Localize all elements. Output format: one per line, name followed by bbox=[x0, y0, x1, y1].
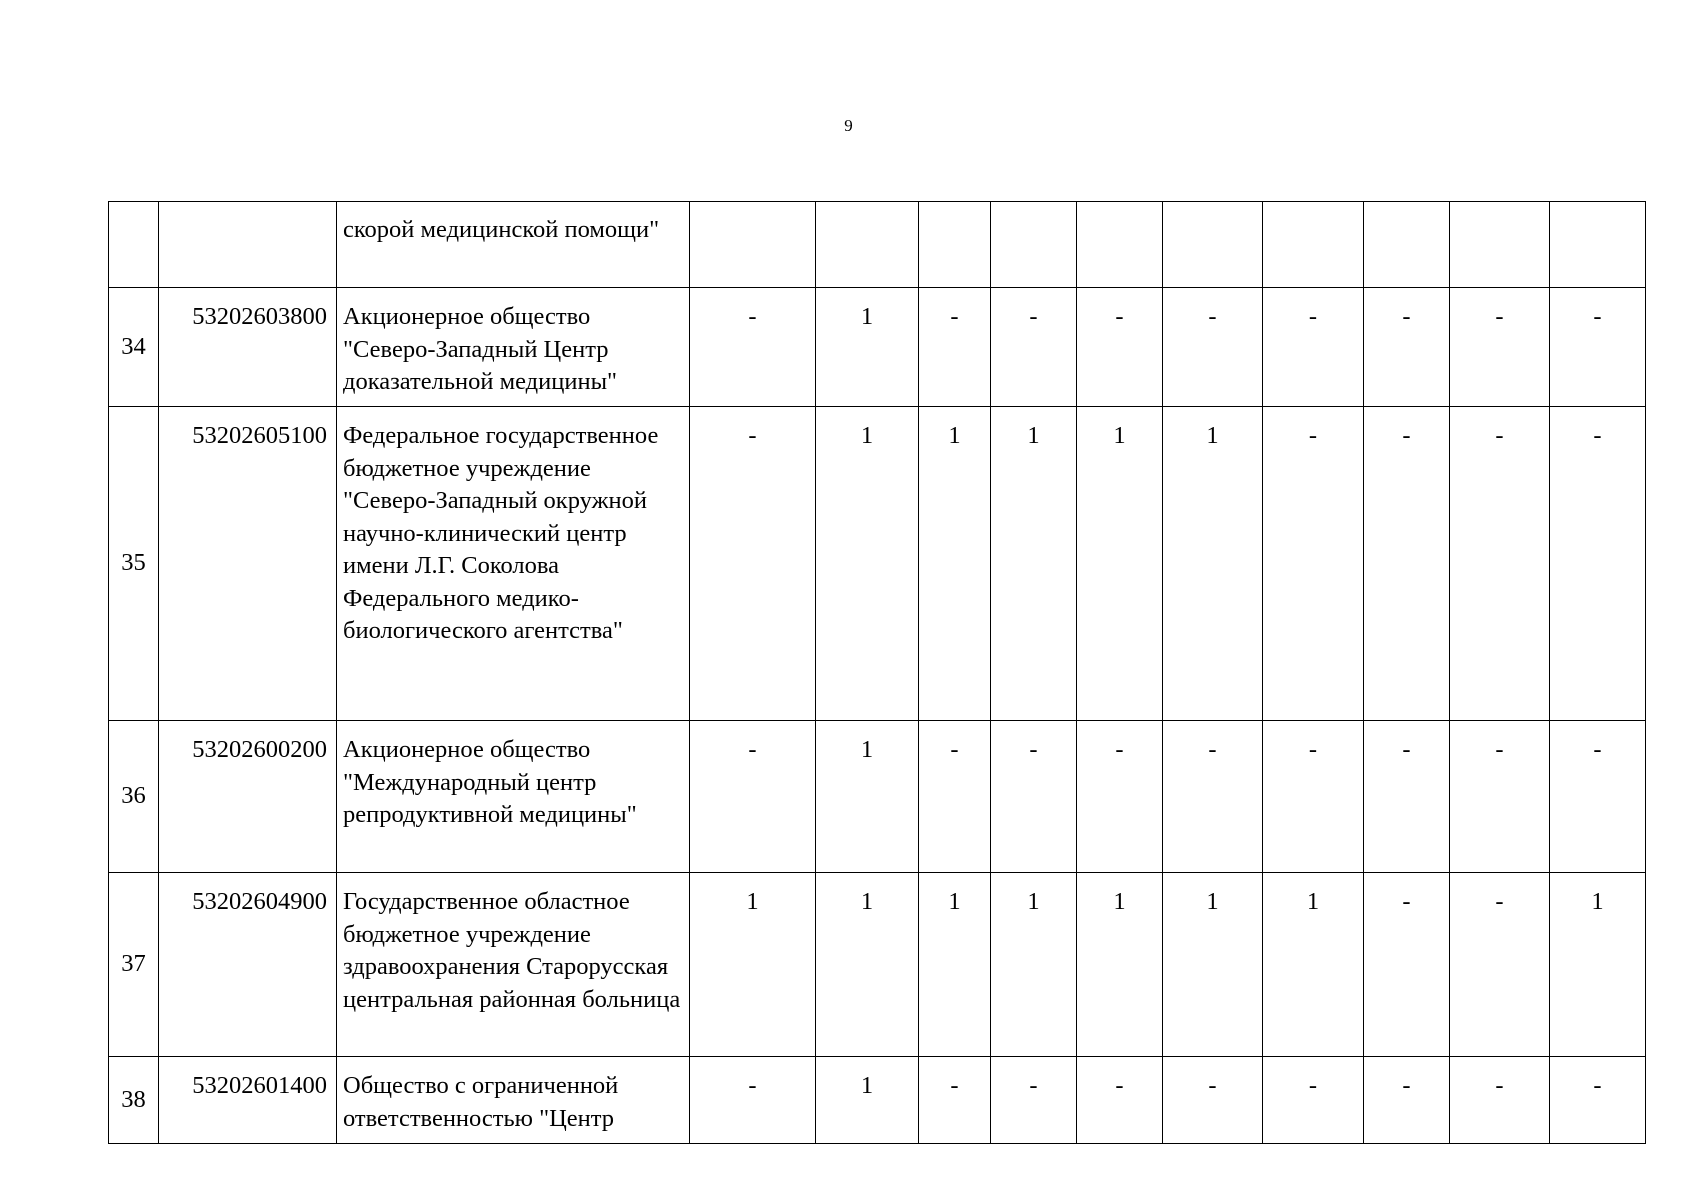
row-number: 37 bbox=[109, 873, 159, 1057]
value-cell: - bbox=[1450, 288, 1550, 407]
value-cell: - bbox=[1450, 721, 1550, 873]
table-row bbox=[109, 873, 1646, 1057]
value-cell: - bbox=[1263, 721, 1364, 873]
value-cell: 1 bbox=[1550, 873, 1646, 1057]
table-row bbox=[109, 202, 1646, 288]
value-cell: - bbox=[1163, 721, 1263, 873]
table-row bbox=[109, 288, 1646, 407]
row-name: Акционерное общество "Международный центр репродуктивной медицины" bbox=[337, 721, 690, 873]
value-cell: - bbox=[1163, 288, 1263, 407]
value-cell: - bbox=[1364, 288, 1450, 407]
value-cell: - bbox=[1364, 407, 1450, 721]
value-cell: - bbox=[991, 288, 1077, 407]
value-cell: - bbox=[1450, 407, 1550, 721]
value-cell: 1 bbox=[991, 407, 1077, 721]
value-cell: - bbox=[1364, 1057, 1450, 1144]
value-cell bbox=[1450, 202, 1550, 288]
value-cell: 1 bbox=[690, 873, 816, 1057]
value-cell: 1 bbox=[1163, 407, 1263, 721]
row-code: 53202601400 bbox=[159, 1057, 337, 1144]
value-cell: - bbox=[1550, 1057, 1646, 1144]
value-cell: - bbox=[690, 1057, 816, 1144]
row-code: 53202604900 bbox=[159, 873, 337, 1057]
value-cell: 1 bbox=[816, 721, 919, 873]
row-name: скорой медицинской помощи" bbox=[337, 202, 690, 288]
value-cell bbox=[1263, 202, 1364, 288]
row-name: Федеральное государственное бюджетное учреждение "Северо-Западный окружной научно-клинический центр имени Л.Г. Соколова Федерального медико-биологического агентства" bbox=[337, 407, 690, 721]
value-cell: 1 bbox=[1077, 873, 1163, 1057]
row-code: 53202600200 bbox=[159, 721, 337, 873]
row-code bbox=[159, 202, 337, 288]
value-cell: 1 bbox=[991, 873, 1077, 1057]
value-cell bbox=[1364, 202, 1450, 288]
registry-table bbox=[108, 201, 1646, 1144]
value-cell: - bbox=[1263, 407, 1364, 721]
row-name: Государственное областное бюджетное учреждение здравоохранения Старорусская центральная районная больница bbox=[337, 873, 690, 1057]
row-number: 36 bbox=[109, 721, 159, 873]
row-number: 35 bbox=[109, 407, 159, 721]
value-cell bbox=[816, 202, 919, 288]
value-cell: 1 bbox=[919, 407, 991, 721]
value-cell bbox=[1077, 202, 1163, 288]
table-row bbox=[109, 1057, 1646, 1144]
value-cell: - bbox=[1077, 1057, 1163, 1144]
value-cell bbox=[919, 202, 991, 288]
value-cell: - bbox=[1163, 1057, 1263, 1144]
value-cell: 1 bbox=[816, 407, 919, 721]
value-cell: - bbox=[1263, 288, 1364, 407]
row-number bbox=[109, 202, 159, 288]
value-cell: 1 bbox=[816, 1057, 919, 1144]
value-cell: - bbox=[1263, 1057, 1364, 1144]
value-cell: - bbox=[1077, 721, 1163, 873]
value-cell bbox=[690, 202, 816, 288]
row-number: 34 bbox=[109, 288, 159, 407]
value-cell: - bbox=[690, 288, 816, 407]
table-row bbox=[109, 407, 1646, 721]
value-cell bbox=[991, 202, 1077, 288]
value-cell: - bbox=[690, 721, 816, 873]
value-cell: - bbox=[1364, 721, 1450, 873]
value-cell: 1 bbox=[1163, 873, 1263, 1057]
value-cell: - bbox=[919, 288, 991, 407]
row-code: 53202603800 bbox=[159, 288, 337, 407]
value-cell: - bbox=[1450, 873, 1550, 1057]
value-cell bbox=[1163, 202, 1263, 288]
value-cell: - bbox=[690, 407, 816, 721]
value-cell: - bbox=[1450, 1057, 1550, 1144]
value-cell: - bbox=[1364, 873, 1450, 1057]
value-cell: 1 bbox=[1263, 873, 1364, 1057]
value-cell: 1 bbox=[816, 873, 919, 1057]
value-cell: - bbox=[991, 721, 1077, 873]
row-code: 53202605100 bbox=[159, 407, 337, 721]
value-cell: - bbox=[1550, 288, 1646, 407]
value-cell: 1 bbox=[1077, 407, 1163, 721]
value-cell: 1 bbox=[816, 288, 919, 407]
page-number: 9 bbox=[844, 116, 853, 135]
value-cell: - bbox=[991, 1057, 1077, 1144]
value-cell: - bbox=[919, 1057, 991, 1144]
value-cell: 1 bbox=[919, 873, 991, 1057]
value-cell bbox=[1550, 202, 1646, 288]
table-row bbox=[109, 721, 1646, 873]
row-name: Общество с ограниченной ответственностью "Центр bbox=[337, 1057, 690, 1144]
value-cell: - bbox=[1550, 407, 1646, 721]
row-number: 38 bbox=[109, 1057, 159, 1144]
value-cell: - bbox=[1077, 288, 1163, 407]
value-cell: - bbox=[1550, 721, 1646, 873]
row-name: Акционерное общество "Северо-Западный Центр доказательной медицины" bbox=[337, 288, 690, 407]
value-cell: - bbox=[919, 721, 991, 873]
